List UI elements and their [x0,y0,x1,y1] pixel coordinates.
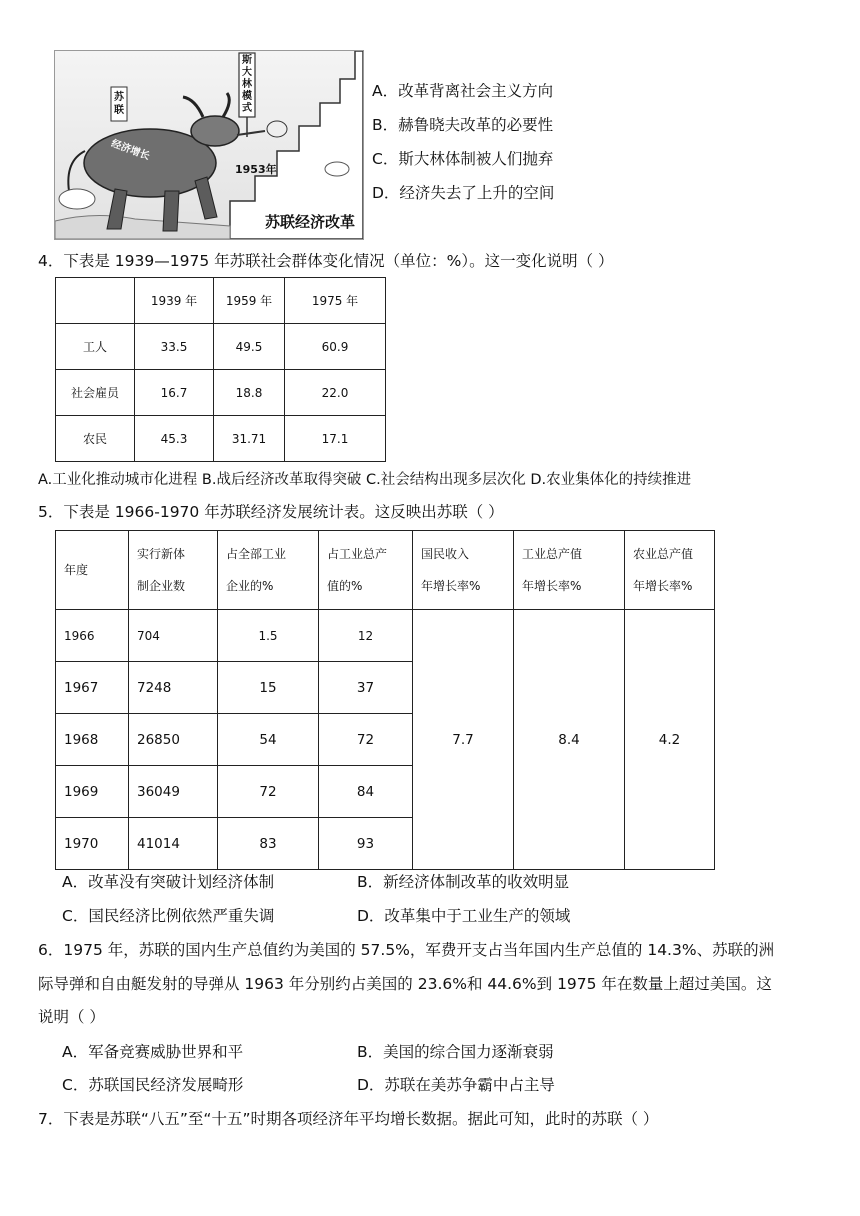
table-cell: 1966 [56,610,129,662]
q4-options: A.工业化推动城市化进程 B.战后经济改革取得突破 C.社会结构出现多层次化 D.农业集体化的持续推进 [38,472,692,488]
table-cell: 1968 [56,714,129,766]
q5-option-c: C．国民经济比例依然严重失调 [62,907,275,925]
table-cell: 1970 [56,818,129,870]
table-cell: 1.5 [218,610,319,662]
q5-table [55,530,715,870]
table-header-cell: 占全部工业 企业的% [218,531,319,610]
table-cell: 54 [218,714,319,766]
label-ussr: 苏联 [114,92,124,116]
table-cell: 83 [218,818,319,870]
q6-option-d: D．苏联在美苏争霸中占主导 [357,1076,555,1094]
table-header-cell: 实行新体 制企业数 [129,531,218,610]
table-row [56,370,386,416]
table-cell-industrial-growth: 8.4 [514,610,625,870]
table-cell: 12 [319,610,413,662]
table-cell: 15 [218,662,319,714]
table-cell: 7248 [129,662,218,714]
table-cell: 72 [218,766,319,818]
table-cell: 41014 [129,818,218,870]
label-year-1953: 1953年 [235,163,277,176]
q6-line-2: 际导弹和自由艇发射的导弹从 1963 年分别约占美国的 23.6%和 44.6%到 1975 年在数量上超过美国。这 [38,975,772,993]
q6-line-1: 6．1975 年，苏联的国内生产总值约为美国的 57.5%，军费开支占当年国内生产总值的 14.3%、苏联的洲 [38,941,775,959]
q4-table [55,277,386,462]
table-cell: 1967 [56,662,129,714]
table-cell: 社会雇员 [56,370,135,416]
table-header-cell: 国民收入 年增长率% [413,531,514,610]
table-cell: 工人 [56,324,135,370]
q5-stem: 5．下表是 1966-1970 年苏联经济发展统计表。这反映出苏联（ ） [38,503,504,521]
table-header-cell: 农业总产值 年增长率% [625,531,715,610]
table-cell: 18.8 [214,370,285,416]
table-cell: 31.71 [214,416,285,462]
cartoon-image [54,50,364,240]
q5-option-b: B．新经济体制改革的收效明显 [357,873,570,891]
q6-line-3: 说明（ ） [38,1008,105,1026]
table-row [56,610,715,662]
table-header-cell: 1975 年 [285,278,386,324]
table-cell: 农民 [56,416,135,462]
table-row [56,278,386,324]
cartoon-caption: 苏联经济改革 [265,213,356,231]
table-cell: 45.3 [135,416,214,462]
table-header-cell: 占工业总产 值的% [319,531,413,610]
table-cell: 84 [319,766,413,818]
table-cell-agricultural-growth: 4.2 [625,610,715,870]
table-row [56,324,386,370]
q5-option-a: A．改革没有突破计划经济体制 [62,873,275,891]
table-cell: 60.9 [285,324,386,370]
q3-option-d: D．经济失去了上升的空间 [372,184,555,202]
table-cell: 49.5 [214,324,285,370]
table-header-cell: 1959 年 [214,278,285,324]
table-cell: 22.0 [285,370,386,416]
q3-option-b: B．赫鲁晓夫改革的必要性 [372,116,554,134]
table-cell: 1969 [56,766,129,818]
table-cell: 33.5 [135,324,214,370]
table-cell: 704 [129,610,218,662]
q6-option-a: A．军备竞赛威胁世界和平 [62,1043,244,1061]
table-cell [56,278,135,324]
q3-option-a: A．改革背离社会主义方向 [372,82,554,100]
label-stalin-model: 斯大林模式 [242,55,252,114]
table-cell: 26850 [129,714,218,766]
q3-option-c: C．斯大林体制被人们抛弃 [372,150,554,168]
table-cell: 16.7 [135,370,214,416]
table-header-cell: 工业总产值 年增长率% [514,531,625,610]
table-row [56,416,386,462]
q6-option-c: C．苏联国民经济发展畸形 [62,1076,244,1094]
table-cell: 37 [319,662,413,714]
table-cell: 36049 [129,766,218,818]
table-cell-national-income: 7.7 [413,610,514,870]
table-cell: 17.1 [285,416,386,462]
table-header-row [56,531,715,610]
table-cell: 93 [319,818,413,870]
q5-option-d: D．改革集中于工业生产的领域 [357,907,571,925]
table-cell: 72 [319,714,413,766]
q7-stem: 7．下表是苏联“八五”至“十五”时期各项经济年平均增长数据。据此可知，此时的苏联（ ） [38,1110,659,1128]
table-header-cell: 年度 [56,531,129,610]
label-economic-growth: 经济增长 [109,138,151,163]
q6-option-b: B．美国的综合国力逐渐衰弱 [357,1043,554,1061]
table-header-cell: 1939 年 [135,278,214,324]
q4-stem: 4．下表是 1939—1975 年苏联社会群体变化情况（单位：%）。这一变化说明（ ） [38,252,614,270]
